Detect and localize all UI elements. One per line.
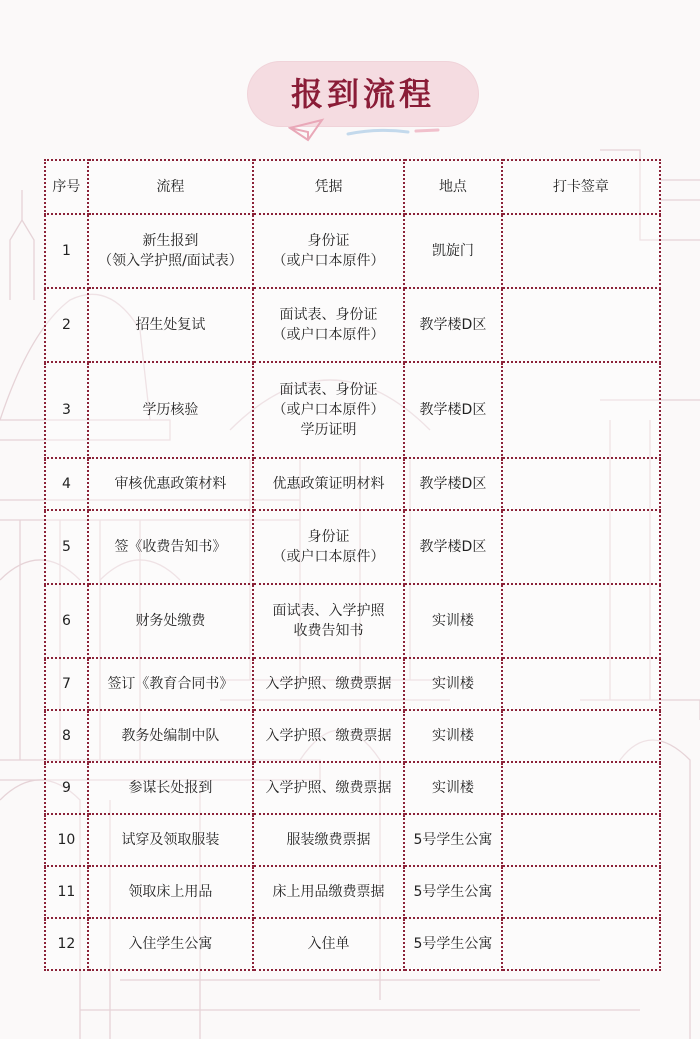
row-process: 财务处缴费: [88, 584, 253, 658]
paper-plane-icon: [288, 118, 448, 148]
row-location: 教学楼D区: [404, 458, 502, 510]
row-no: 5: [45, 510, 88, 584]
row-process: 签《收费告知书》: [88, 510, 253, 584]
table-row: [45, 458, 660, 510]
row-location: 凯旋门: [404, 214, 502, 288]
row-process: 入住学生公寓: [88, 918, 253, 970]
row-signin: [502, 710, 660, 762]
row-no: 8: [45, 710, 88, 762]
row-docs: 身份证 （或户口本原件）: [253, 214, 404, 288]
row-location: 教学楼D区: [404, 288, 502, 362]
row-process: 教务处编制中队: [88, 710, 253, 762]
row-location: 实训楼: [404, 584, 502, 658]
row-process: 试穿及领取服装: [88, 814, 253, 866]
table-row: [45, 214, 660, 288]
row-no: 12: [45, 918, 88, 970]
table-row: [45, 658, 660, 710]
row-signin: [502, 814, 660, 866]
registration-process-table: [44, 159, 661, 971]
row-signin: [502, 658, 660, 710]
row-docs: 入学护照、缴费票据: [253, 658, 404, 710]
row-signin: [502, 458, 660, 510]
row-signin: [502, 762, 660, 814]
row-docs: 床上用品缴费票据: [253, 866, 404, 918]
row-process: 审核优惠政策材料: [88, 458, 253, 510]
table-header-row: [45, 160, 660, 214]
row-signin: [502, 866, 660, 918]
row-signin: [502, 584, 660, 658]
row-signin: [502, 214, 660, 288]
table-row: [45, 918, 660, 970]
table-row: [45, 288, 660, 362]
row-docs: 服装缴费票据: [253, 814, 404, 866]
row-docs: 身份证 （或户口本原件）: [253, 510, 404, 584]
row-no: 9: [45, 762, 88, 814]
row-location: 5号学生公寓: [404, 866, 502, 918]
row-location: 实训楼: [404, 762, 502, 814]
row-process: 学历核验: [88, 362, 253, 458]
row-signin: [502, 918, 660, 970]
row-process: 参谋长处报到: [88, 762, 253, 814]
table-row: [45, 362, 660, 458]
row-no: 3: [45, 362, 88, 458]
row-no: 1: [45, 214, 88, 288]
row-docs: 面试表、身份证 （或户口本原件） 学历证明: [253, 362, 404, 458]
row-docs: 入学护照、缴费票据: [253, 762, 404, 814]
row-location: 5号学生公寓: [404, 814, 502, 866]
table-row: [45, 866, 660, 918]
row-process: 新生报到 （领入学护照/面试表）: [88, 214, 253, 288]
row-signin: [502, 288, 660, 362]
header-docs: 凭据: [253, 160, 404, 214]
row-location: 实训楼: [404, 658, 502, 710]
table-row: [45, 814, 660, 866]
row-docs: 优惠政策证明材料: [253, 458, 404, 510]
table-row: [45, 510, 660, 584]
row-signin: [502, 510, 660, 584]
page-title: 报到流程: [290, 75, 435, 113]
header-process: 流程: [88, 160, 253, 214]
row-no: 11: [45, 866, 88, 918]
row-no: 7: [45, 658, 88, 710]
row-no: 4: [45, 458, 88, 510]
row-process: 领取床上用品: [88, 866, 253, 918]
table-row: [45, 584, 660, 658]
row-location: 教学楼D区: [404, 510, 502, 584]
row-docs: 面试表、入学护照 收费告知书: [253, 584, 404, 658]
table-row: [45, 710, 660, 762]
header-location: 地点: [404, 160, 502, 214]
row-no: 6: [45, 584, 88, 658]
row-location: 教学楼D区: [404, 362, 502, 458]
row-docs: 面试表、身份证 （或户口本原件）: [253, 288, 404, 362]
header-signin: 打卡签章: [502, 160, 660, 214]
row-no: 2: [45, 288, 88, 362]
row-process: 招生处复试: [88, 288, 253, 362]
row-location: 实训楼: [404, 710, 502, 762]
header-no: 序号: [45, 160, 88, 214]
table-row: [45, 762, 660, 814]
row-location: 5号学生公寓: [404, 918, 502, 970]
row-process: 签订《教育合同书》: [88, 658, 253, 710]
row-no: 10: [45, 814, 88, 866]
row-signin: [502, 362, 660, 458]
row-docs: 入学护照、缴费票据: [253, 710, 404, 762]
row-docs: 入住单: [253, 918, 404, 970]
